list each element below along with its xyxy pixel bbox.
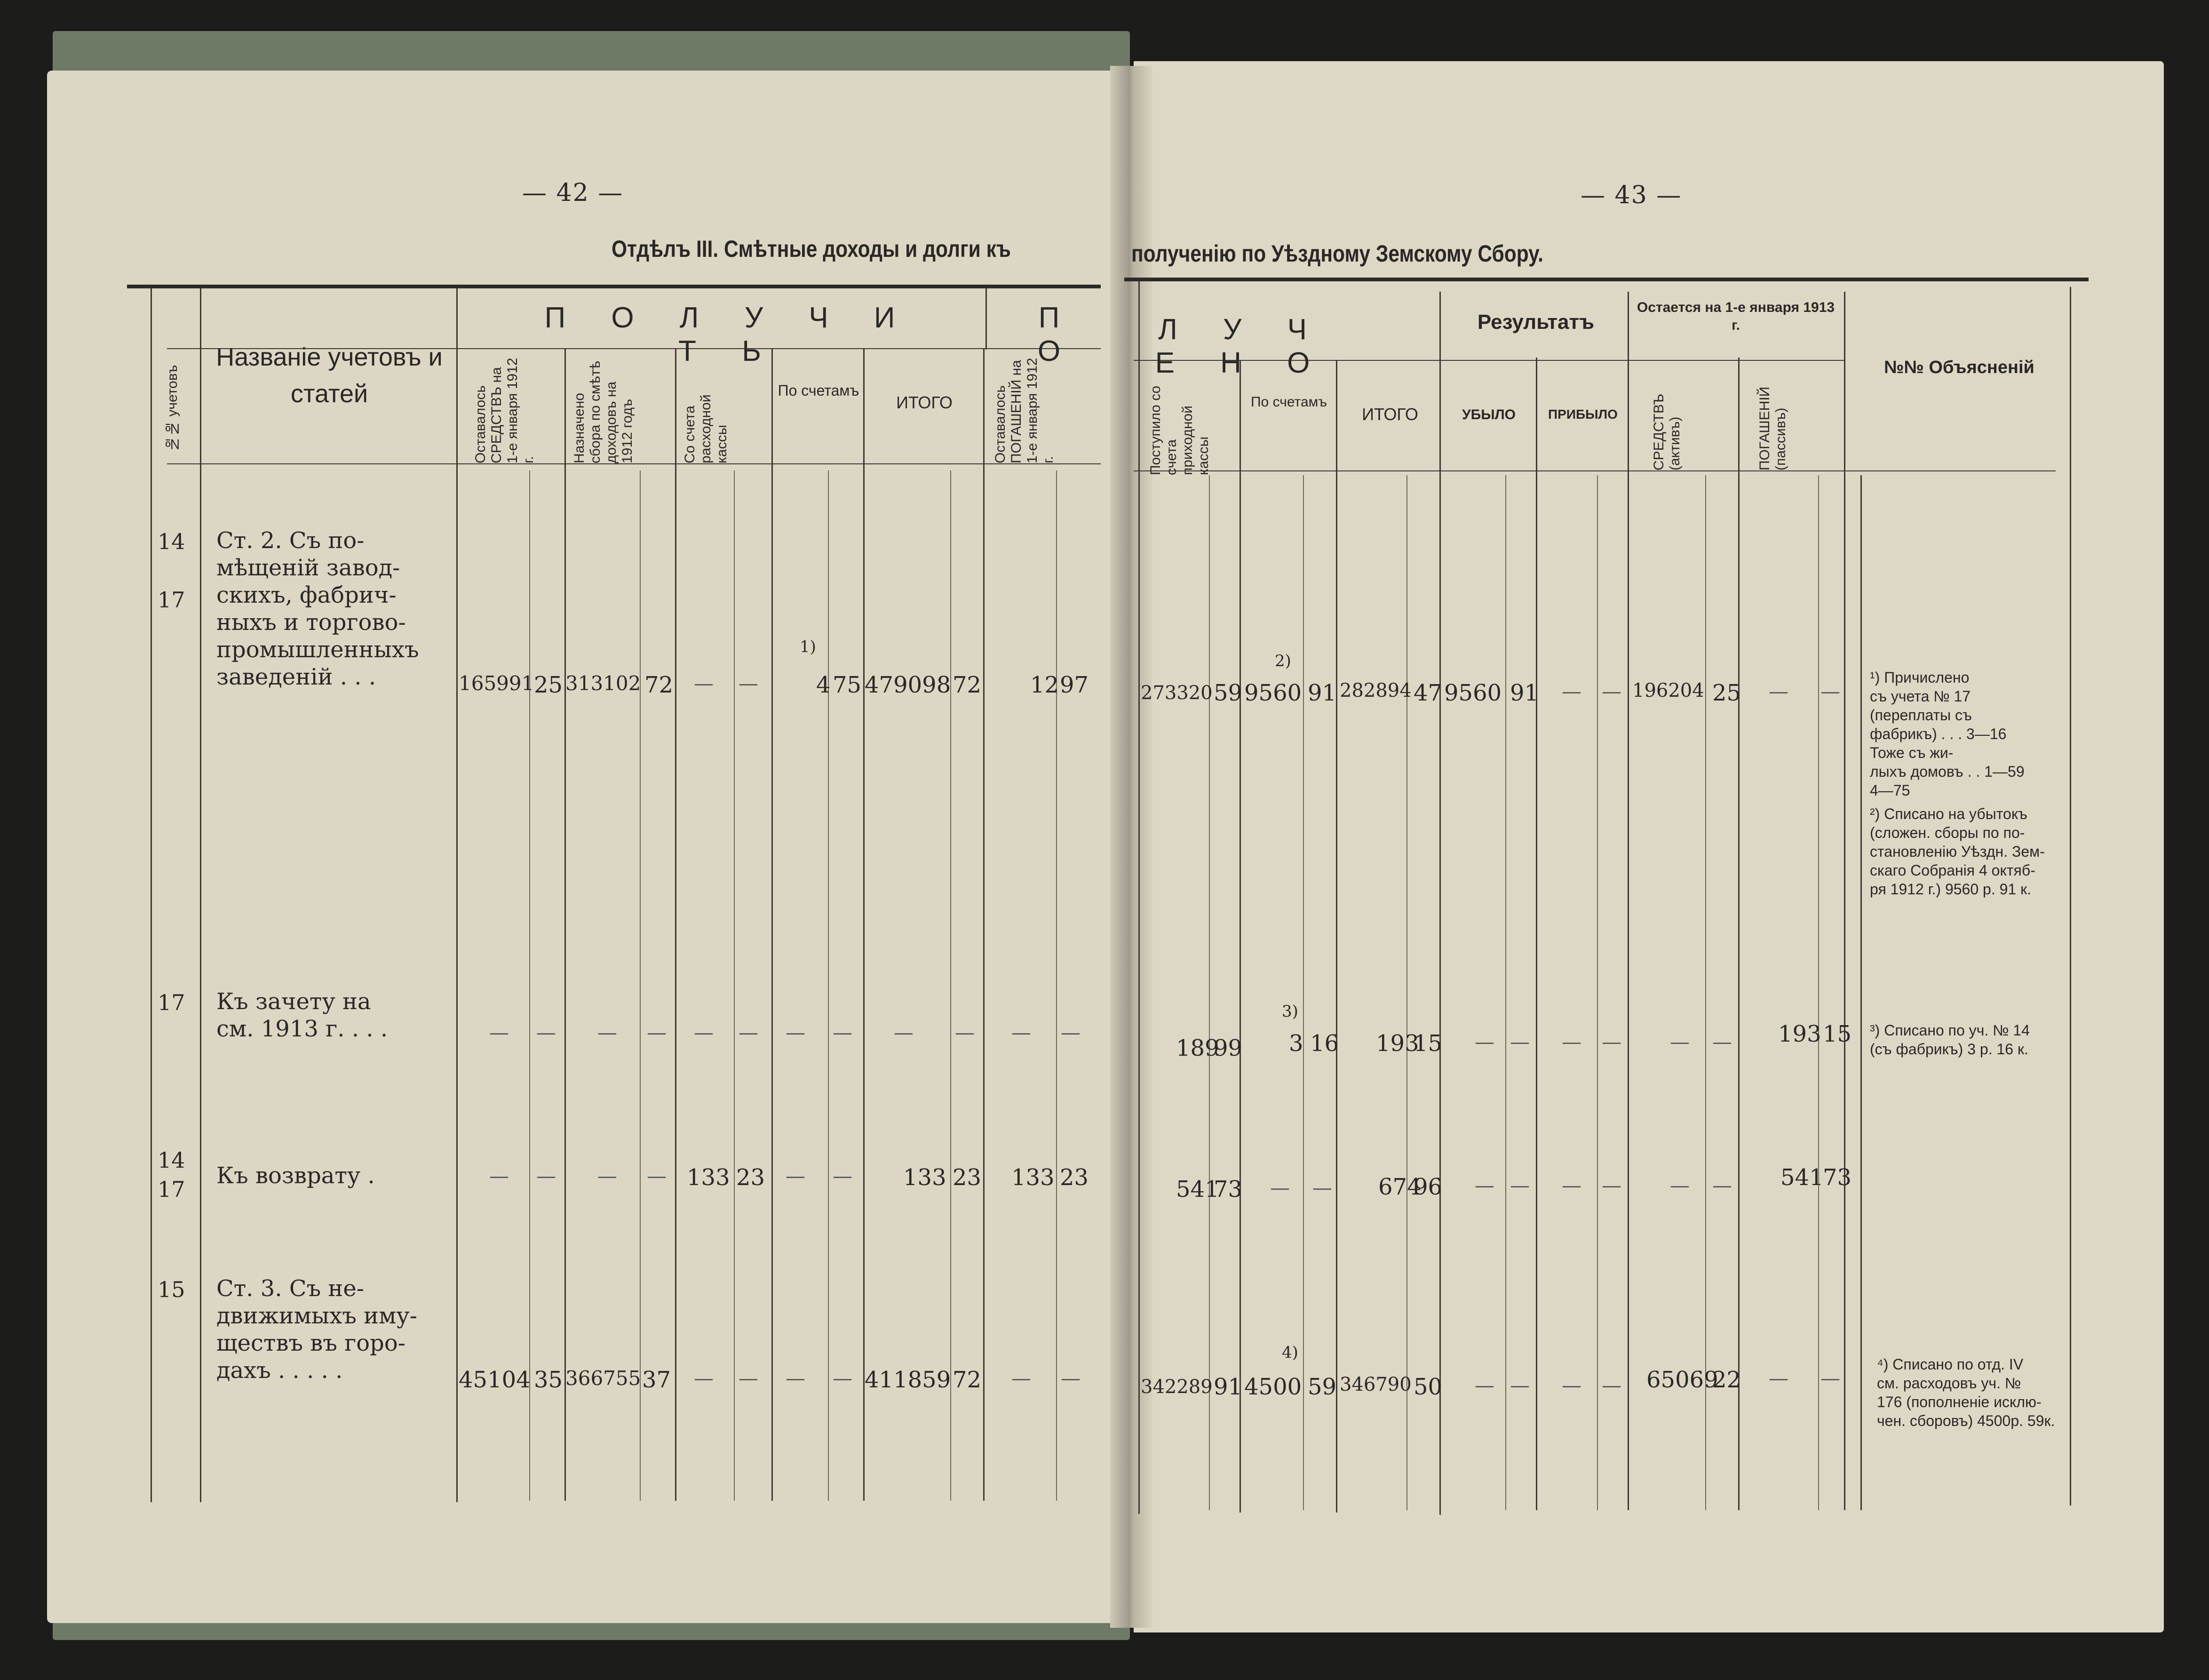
- col-header-assigned-levy: Назначено сбора по смѣтѣ доходовъ на 1912 годъ: [572, 361, 635, 463]
- note-3: ³) Списано по уч. № 14 (съ фабрикъ) 3 р. 16 к.: [1870, 1022, 2030, 1058]
- col-header-expense-account: Со счета расходной кассы: [682, 394, 730, 463]
- group-header-po: П О: [1037, 302, 1080, 367]
- row-3-account-no: 14 17: [158, 1147, 185, 1202]
- right-top-rule: [1124, 278, 2089, 281]
- row-4-account-no: 15: [158, 1277, 185, 1302]
- footnote-1-mark: 1): [800, 637, 816, 656]
- row-4-name: Ст. 3. Съ не- движимыхъ иму- ществъ въ горо- дахъ . . . . .: [216, 1275, 417, 1384]
- left-section-title: Отдѣлъ III. Смѣтные доходы и долги къ: [612, 236, 1011, 262]
- col-header-right-total: ИТОГО: [1362, 405, 1418, 424]
- col-header-total: ИТОГО: [896, 393, 953, 412]
- col-header-increased: ПРИБЫЛО: [1548, 407, 1618, 422]
- right-section-title: полученію по Уѣздному Земскому Сбору.: [1131, 240, 1543, 267]
- row-1-levy: 313102: [565, 672, 641, 695]
- row-3-name: Къ возврату .: [216, 1162, 375, 1189]
- col-header-remaining-debts: Оставалось ПОГАШЕНІЙ на 1-е января 1912 г.: [993, 358, 1056, 463]
- col-header-name: Названіе учетовъ и статей: [216, 343, 443, 408]
- group-header-receive: П О Л У Ч И Т Ь: [544, 302, 914, 367]
- note-4: ⁴) Списано по отд. IV см. расходовъ уч. № 176 (пополненіе исклю- чен. сборовъ) 4500р. 59к.: [1877, 1356, 2055, 1429]
- row-1-total: 479098: [865, 672, 951, 698]
- col-header-liabilities: ПОГАШЕНІЙ (пассивъ): [1757, 386, 1788, 470]
- note-1: ¹) Причислено съ учета № 17 (переплаты съ фабрикъ) . . . 3—16 Тоже съ жи- лыхъ домовъ . . 1—59 4—75: [1870, 669, 2025, 799]
- group-header-received: Л У Ч Е Н О: [1155, 313, 1329, 379]
- footnote-4-mark: 4): [1282, 1343, 1298, 1362]
- footnote-3-mark: 3): [1282, 1002, 1298, 1021]
- col-header-remaining-funds: Оставалось СРЕДСТВЪ на 1-е января 1912 г.: [473, 358, 536, 463]
- left-top-rule: [127, 285, 1101, 288]
- book-spread: [28, 28, 2178, 1647]
- row-1-account-no: 14 17: [158, 529, 185, 613]
- row-1-name: Ст. 2. Съ по- мѣщеній завод- скихъ, фабрич- ныхъ и торгово- промышленныхъ заведеній . . .: [216, 527, 419, 690]
- row-2-account-no: 17: [158, 990, 185, 1015]
- row-1-funds: 165991: [459, 672, 534, 695]
- left-page-number: — 42 —: [522, 179, 624, 207]
- col-header-from-income: Поступило со счета приходной кассы: [1148, 385, 1211, 475]
- col-header-right-by-accounts: По счетамъ: [1250, 394, 1327, 410]
- right-page-number: — 43 —: [1581, 181, 1682, 209]
- note-2: ²) Списано на убытокъ (сложен. сборы по по- становленію Уѣздн. Зем- скаго Собранія 4 октяб- ря 1912 г.) 9560 р. 91 к.: [1870, 805, 2045, 898]
- col-header-account-no: №№ учетовъ: [165, 365, 180, 452]
- row-2-name: Къ зачету на см. 1913 г. . . .: [216, 988, 388, 1042]
- group-header-remains: Остается на 1-е января 1913 г.: [1637, 300, 1835, 333]
- col-header-assets: СРЕДСТВЪ (активъ): [1651, 393, 1683, 470]
- col-header-notes: №№ Объясненій: [1884, 358, 2034, 377]
- col-header-by-accounts: По счетамъ: [778, 382, 859, 399]
- group-header-result: Результатъ: [1477, 311, 1595, 334]
- col-header-decreased: УБЫЛО: [1462, 407, 1516, 422]
- footnote-2-mark: 2): [1275, 652, 1291, 670]
